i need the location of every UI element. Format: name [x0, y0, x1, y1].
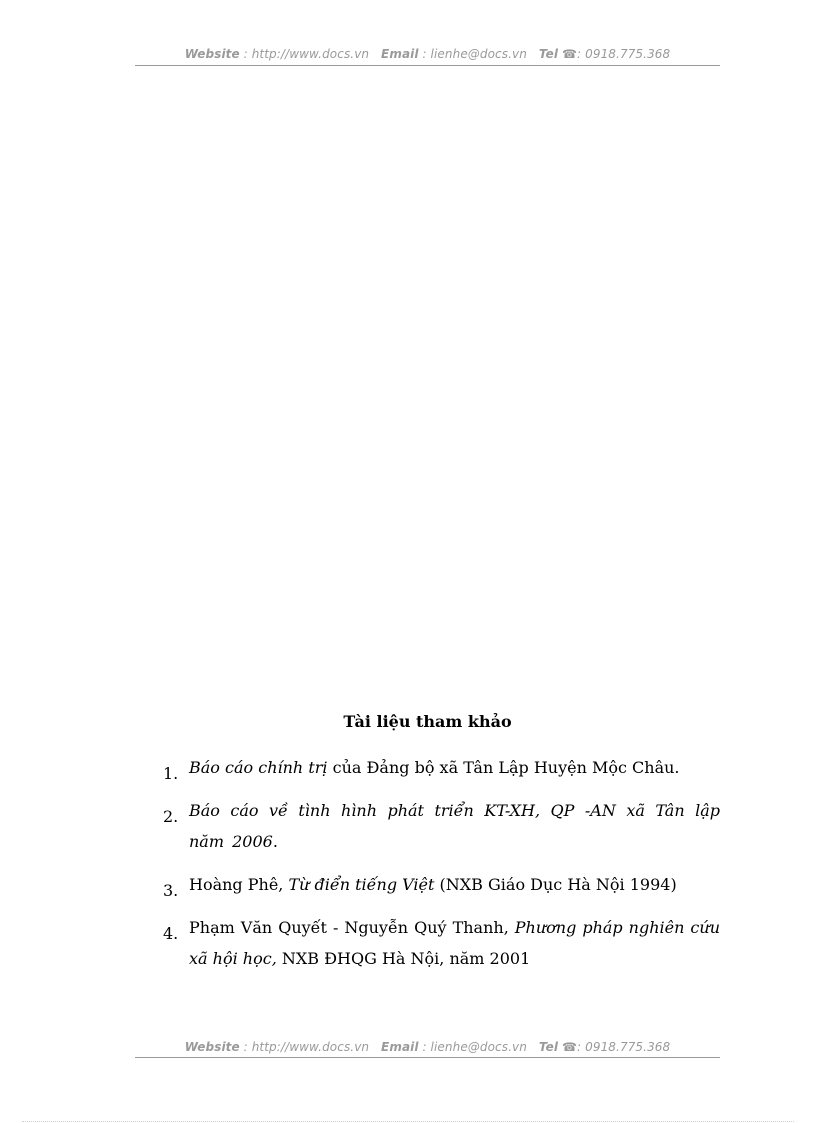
page-footer	[135, 1040, 720, 1054]
page-bottom-edge	[22, 1121, 794, 1122]
reference-details: của Đảng bộ xã Tân Lập Huyện Mộc Châu.	[327, 758, 680, 777]
reference-number: 3.	[163, 881, 179, 900]
reference-item-4	[160, 912, 720, 974]
reference-author: Hoàng Phê,	[189, 875, 289, 894]
reference-item-2	[160, 795, 720, 857]
reference-item-3	[160, 869, 720, 900]
header-tel-label: Tel	[538, 47, 559, 61]
header-tel-number: : 0918.775.368	[577, 47, 671, 61]
footer-tel-label: Tel	[538, 1040, 559, 1054]
footer-website-url[interactable]: : http://www.docs.vn	[243, 1040, 370, 1054]
reference-author: Phạm Văn Quyết - Nguyễn Quý Thanh,	[189, 918, 515, 937]
page-header	[135, 47, 720, 61]
reference-list	[160, 752, 720, 986]
footer-email-label: Email	[381, 1040, 419, 1054]
reference-title: Từ điển tiếng Việt	[288, 875, 435, 894]
reference-details: NXB ĐHQG Hà Nội, năm 2001	[276, 949, 531, 968]
phone-icon: ☎	[561, 1040, 578, 1054]
reference-number: 4.	[163, 924, 179, 943]
reference-item-1	[160, 752, 720, 783]
reference-title: Báo cáo chính trị	[189, 758, 328, 777]
reference-details: .	[272, 832, 278, 851]
reference-title: Báo cáo về tình hình phát triển KT-XH, QP -AN xã Tân lập năm 2006	[189, 801, 720, 851]
reference-details: (NXB Giáo Dục Hà Nội 1994)	[434, 875, 677, 894]
phone-icon: ☎	[561, 47, 578, 61]
footer-email-address[interactable]: : lienhe@docs.vn	[422, 1040, 527, 1054]
header-divider	[135, 65, 720, 66]
footer-divider	[135, 1057, 720, 1058]
header-email-address[interactable]: : lienhe@docs.vn	[422, 47, 527, 61]
references-title: Tài liệu tham khảo	[343, 712, 512, 731]
header-website-label: Website	[184, 47, 240, 61]
reference-number: 2.	[163, 807, 179, 826]
header-email-label: Email	[381, 47, 419, 61]
reference-number: 1.	[163, 764, 179, 783]
reference-title: Phương pháp nghiên cứu xã hội học,	[189, 918, 720, 968]
footer-tel-number: : 0918.775.368	[577, 1040, 671, 1054]
footer-website-label: Website	[184, 1040, 240, 1054]
header-website-url[interactable]: : http://www.docs.vn	[243, 47, 370, 61]
